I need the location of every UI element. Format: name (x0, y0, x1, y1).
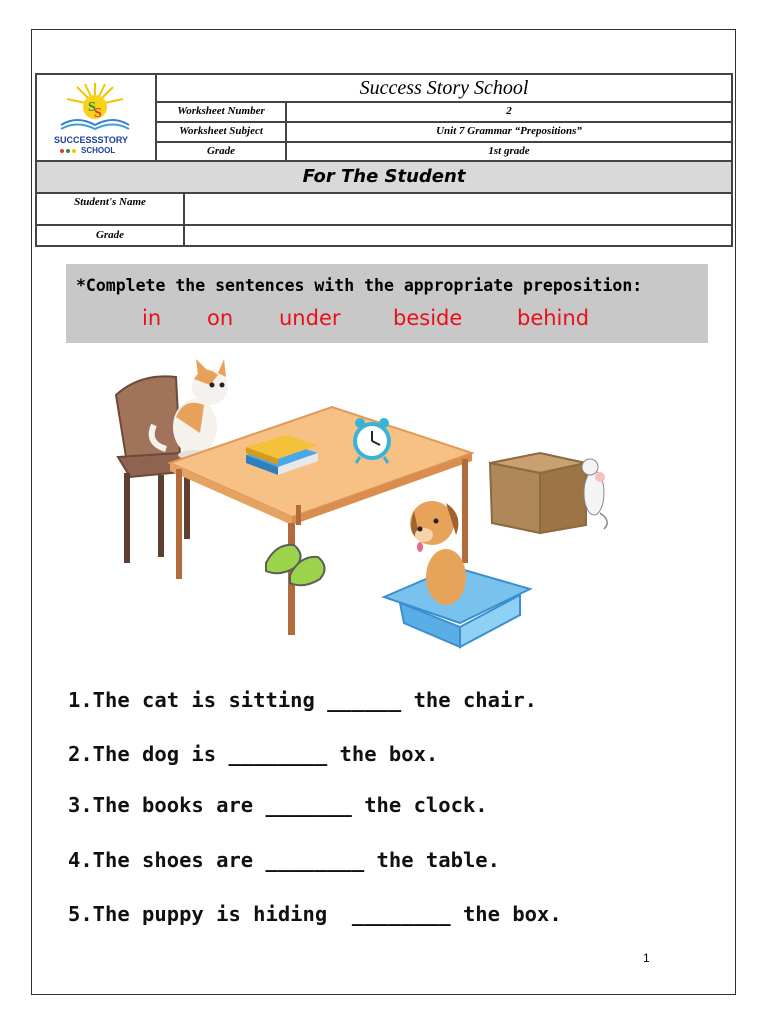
worksheet-subject-value: Unit 7 Grammar “Prepositions” (436, 125, 582, 137)
word-in: in (142, 306, 162, 330)
logo-cell (37, 75, 157, 162)
svg-text:S: S (88, 100, 96, 115)
worksheet-number-value: 2 (506, 105, 512, 117)
worksheet-header (35, 73, 733, 247)
svg-text:SUCCESSSTORY: SUCCESSSTORY (54, 135, 129, 145)
sentence-1: 1.The cat is sitting ______ the chair. (68, 688, 537, 712)
worksheet-subject-label: Worksheet Subject (157, 123, 287, 141)
student-grade-label: Grade (37, 226, 185, 245)
worksheet-subject-row (157, 123, 731, 143)
cardboard-box-icon (490, 453, 586, 533)
student-grade-field[interactable] (185, 226, 731, 245)
word-on: on (207, 306, 234, 330)
svg-text:SCHOOL: SCHOOL (81, 146, 116, 155)
sentence-4: 4.The shoes are ________ the table. (68, 848, 500, 872)
student-name-label: Student's Name (37, 194, 185, 224)
word-beside: beside (393, 306, 463, 330)
sentence-2: 2.The dog is ________ the box. (68, 742, 439, 766)
sentence-3: 3.The books are _______ the clock. (68, 793, 488, 817)
illustration-scene (100, 345, 630, 655)
page-number: 1 (643, 951, 650, 965)
worksheet-number-label: Worksheet Number (157, 103, 287, 121)
school-logo-icon (37, 75, 153, 158)
sentence-5: 5.The puppy is hiding ________ the box. (68, 902, 562, 926)
instructions-box (66, 264, 708, 343)
school-name: Success Story School (157, 75, 731, 103)
shoes-icon (266, 545, 325, 585)
instructions-text: *Complete the sentences with the appropriate preposition: (76, 276, 643, 295)
worksheet-number-row (157, 103, 731, 123)
grade-row (157, 143, 731, 162)
student-grade-row (37, 226, 731, 245)
word-behind: behind (517, 306, 590, 330)
student-name-field[interactable] (185, 194, 731, 224)
grade-row-value: 1st grade (488, 145, 530, 157)
grade-row-label: Grade (157, 143, 287, 160)
for-student-heading: For The Student (37, 162, 731, 194)
svg-text:S: S (94, 106, 102, 121)
student-name-row (37, 194, 731, 226)
word-under: under (279, 306, 341, 330)
